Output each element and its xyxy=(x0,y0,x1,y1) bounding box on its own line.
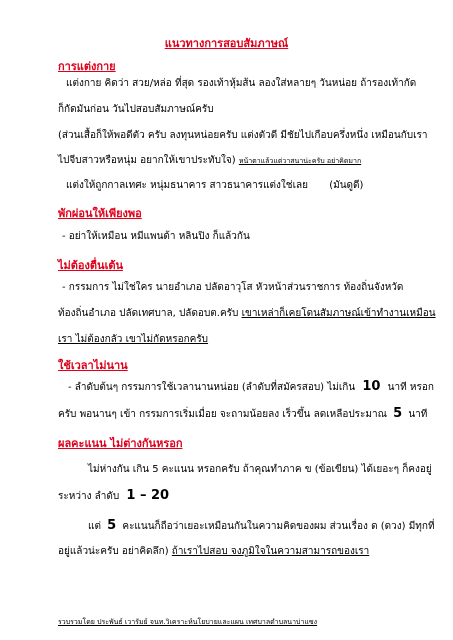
time-line-1-main: - ลำดับต้นๆ กรรมการใช้เวลานานหน่อย (ลำดับที่สมัครสอบ) ไม่เกิน xyxy=(68,382,356,393)
footer-credit: รวบรวมโดย ประพันธ์ เวารัมย์ จนท.วิเคราะห์นโยบายและแผน เทศบาลตำบลนาบ่าแซง xyxy=(58,618,318,626)
score-line-2-range: 1 – 20 xyxy=(126,488,170,503)
dress-line-5-note: (มันดูดี) xyxy=(329,180,364,191)
heading-score: ผลคะแนน ไม่ต่างกันหรอก xyxy=(58,437,183,450)
dress-line-4 xyxy=(58,154,361,168)
page-title: แนวทางการสอบสัมภาษณ์ xyxy=(164,37,289,50)
calm-line-1: - กรรมการ ไม่ใช่ใคร นายอำเภอ ปลัดอาวุโส หัวหน้าส่วนราชการ ท้องถิ่นจังหวัด xyxy=(62,282,404,293)
time-line-1 xyxy=(68,380,434,395)
score-line-3-number: 5 xyxy=(107,518,117,533)
dress-line-1: แต่งกาย คิดว่า สวย/หล่อ ที่สุด รองเท้าหุ้มส้น ลองใส่หลายๆ วันหน่อย ถ้ารองเท้ากัด xyxy=(66,78,417,89)
score-line-2-main: ระหว่าง ลำดับ xyxy=(58,491,120,502)
heading-time: ใช้เวลาไม่นาน xyxy=(58,359,128,372)
time-line-1-number: 10 xyxy=(362,379,381,394)
dress-line-5 xyxy=(66,179,363,193)
time-line-2 xyxy=(58,407,427,422)
time-line-1-end: นาที หรอก xyxy=(387,382,434,393)
score-line-3-main: คะแนนก็ถือว่าเยอะเหมือนกันในความคิดของผม ส่วนเรื่อง ด (ดวง) มีทุกที่ xyxy=(122,521,435,532)
score-line-3 xyxy=(88,519,435,534)
time-line-2-main: ครับ พอนานๆ เข้า กรรมการเริ่มเมื่อย จะถามน้อยลง เร็วขึ้น ลดเหลือประมาณ xyxy=(58,409,387,420)
dress-line-4-main: ไปจีบสาวหรือหนุ่ม อยากให้เขาประทับใจ) xyxy=(58,155,236,166)
score-line-1: ไม่ห่างกัน เกิน 5 คะแนน หรอกครับ ถ้าคุณทำภาค ข (ข้อเขียน) ได้เยอะๆ ก็คงอยู่ xyxy=(88,464,432,475)
score-line-4 xyxy=(58,545,369,559)
dress-line-2: ก็กัดมันก่อน วันไปสอบสัมภาษณ์ครับ xyxy=(58,104,214,115)
score-line-3-start: แต่ xyxy=(88,521,101,532)
dress-line-5-main: แต่งให้ถูกกาลเทศะ หนุ่มธนาคาร สาวธนาคารแต่งใช่เลย xyxy=(66,180,309,191)
time-line-2-number: 5 xyxy=(393,406,403,421)
time-line-2-end: นาที xyxy=(408,409,428,420)
heading-calm: ไม่ต้องตื่นเต้น xyxy=(58,259,123,272)
heading-rest: พักผ่อนให้เพียงพอ xyxy=(58,207,142,220)
calm-line-2-underlined: เขาเหล่าก็เคยโดนสัมภาษณ์เข้าทำงานเหมือน xyxy=(241,308,436,319)
score-line-4-main: อยู่แล้วน่ะครับ อย่าคิดลึก) xyxy=(58,546,169,557)
calm-line-2-main: ท้องถิ่นอำเภอ ปลัดเทศบาล, ปลัดอบต.ครับ xyxy=(58,308,239,319)
rest-line-1: - อย่าให้เหมือน หมีแพนด้า หลินปิง ก็แล้วกัน xyxy=(62,231,250,242)
calm-line-2 xyxy=(58,307,436,321)
score-line-2 xyxy=(58,489,169,504)
calm-line-3: เรา ไม่ต้องกลัว เขาไม่กัดหรอกครับ xyxy=(58,334,209,345)
dress-line-3: (ส่วนเสื้อก็ให้พอดีตัว ครับ ลงทุนหน่อยครับ แต่งตัวดี มีชัยไปเกือบครึ่งหนึ่ง เหมือนกับเรา xyxy=(58,130,428,141)
dress-line-4-note: หน้าตาแล้วแต่วาสนาน่ะครับ อย่าคิดมาก xyxy=(238,157,362,165)
score-line-4-underlined: ถ้าเราไปสอบ จงภูมิใจในความสามารถของเรา xyxy=(171,546,370,557)
heading-dress: การแต่งกาย xyxy=(58,60,116,73)
